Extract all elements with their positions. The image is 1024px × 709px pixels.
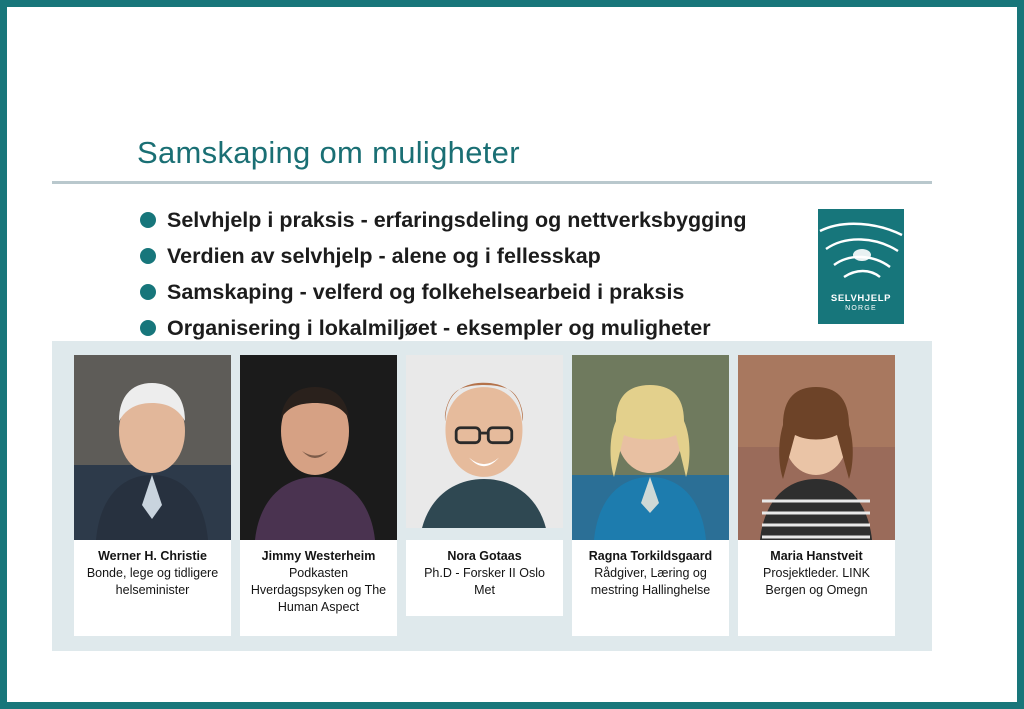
person-name: Nora Gotaas [447, 549, 522, 563]
bullet-label: Verdien av selvhjelp - alene og i fellesskap [167, 244, 601, 268]
list-item [738, 355, 895, 636]
bullet-dot-icon [140, 212, 156, 228]
page-title: Samskaping om muligheter [137, 135, 520, 170]
person-caption [240, 540, 397, 636]
person-role: Ph.D - Forsker II Oslo Met [424, 566, 545, 597]
portrait-werner-h-christie [74, 355, 231, 540]
bullet-dot-icon [140, 284, 156, 300]
frame-border-right [1017, 0, 1024, 709]
portrait-jimmy-westerheim [240, 355, 397, 540]
person-caption [738, 540, 895, 636]
person-role: Podkasten Hverdagspsyken og The Human Aspect [250, 566, 387, 614]
list-item [240, 355, 397, 636]
logo-main-text: SELVHJELP [830, 293, 892, 304]
bullet-dot-icon [140, 248, 156, 264]
list-item [572, 355, 729, 636]
list-item [140, 241, 840, 272]
person-role: Rådgiver, Læring og mestring Hallinghelse [590, 566, 711, 597]
bullet-list [140, 205, 840, 349]
list-item [406, 355, 563, 636]
selvhjelp-norge-logo [818, 209, 904, 324]
list-item [74, 355, 231, 636]
person-caption [406, 540, 563, 616]
portrait-maria-hanstveit [738, 355, 895, 540]
person-caption [74, 540, 231, 636]
list-item [140, 313, 840, 344]
slide-canvas [7, 7, 1017, 702]
people-panel [52, 341, 932, 651]
frame-border-bottom [0, 702, 1024, 709]
bullet-label: Selvhjelp i praksis - erfaringsdeling og nettverksbygging [167, 208, 747, 232]
logo-sub-text: NORGE [845, 305, 877, 312]
list-item [140, 205, 840, 236]
person-role: Bonde, lege og tidligere helseminister [86, 566, 219, 597]
bullet-dot-icon [140, 320, 156, 336]
portrait-nora-gotaas [406, 355, 563, 528]
person-role: Prosjektleder. LINK Bergen og Omegn [763, 566, 870, 597]
title-divider [52, 181, 932, 184]
person-name: Ragna Torkildsgaard [588, 549, 713, 563]
people-row [74, 355, 895, 636]
list-item [140, 277, 840, 308]
person-name: Jimmy Westerheim [261, 549, 376, 563]
bullet-label: Organisering i lokalmiljøet - eksempler og muligheter [167, 316, 711, 340]
bullet-label: Samskaping - velferd og folkehelsearbeid i praksis [167, 280, 685, 304]
frame-border-top [0, 0, 1024, 7]
person-name: Werner H. Christie [98, 549, 207, 563]
person-name: Maria Hanstveit [770, 549, 863, 563]
person-caption [572, 540, 729, 636]
portrait-ragna-torkildsgaard [572, 355, 729, 540]
frame-border-left [0, 0, 7, 709]
